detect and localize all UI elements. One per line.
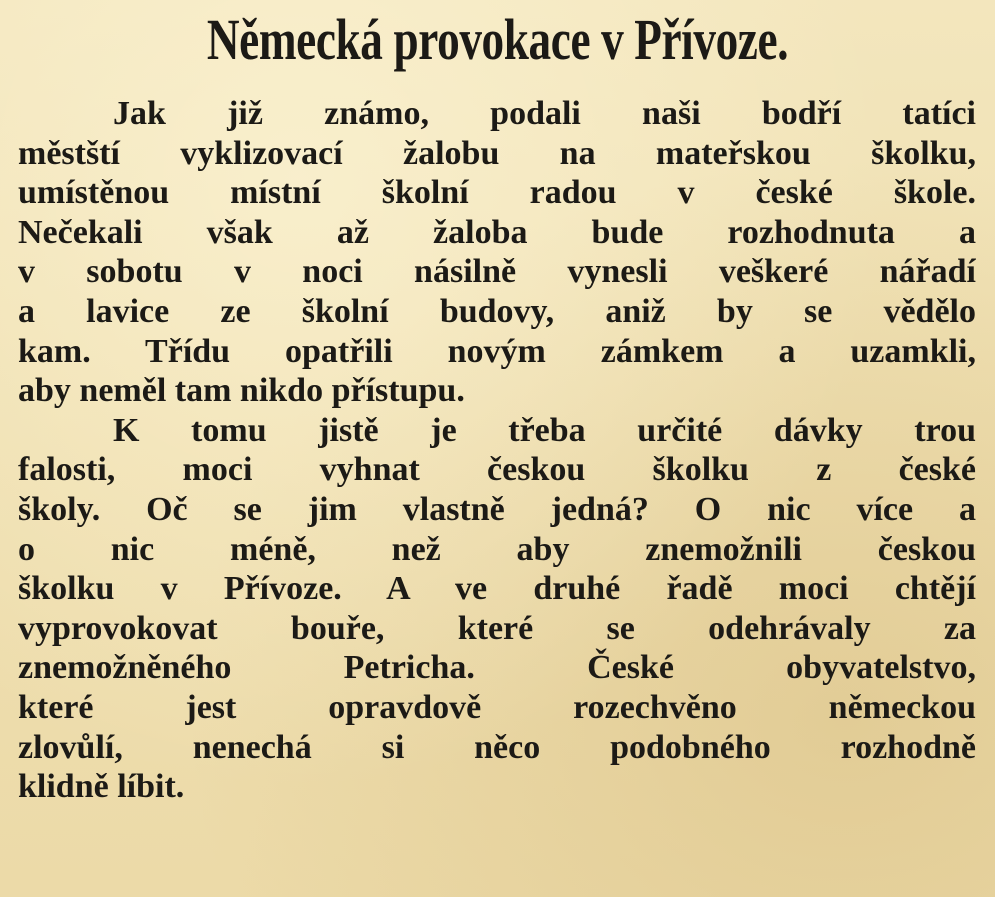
text-line: školku v Přívoze. A ve druhé řadě moci chtějí — [18, 570, 976, 608]
text-line: klidně líbit. — [18, 768, 185, 806]
article-body — [18, 94, 976, 807]
text-line: Jak již známo, podali naši bodří tatíci — [113, 95, 976, 132]
text-line: aby neměl tam nikdo přístupu. — [18, 372, 465, 410]
text-line: umístěnou místní školní radou v české škole. — [18, 174, 976, 212]
text-line: školy. Oč se jim vlastně jedná? O nic více a — [18, 490, 976, 528]
text-line: znemožněného Petricha. České obyvatelstvo, — [18, 649, 976, 687]
text-line: kam. Třídu opatřili novým zámkem a uzamkli, — [18, 332, 976, 370]
text-line: falosti, moci vyhnat českou školku z české — [18, 451, 976, 489]
paragraph-2 — [18, 411, 976, 807]
text-line: Nečekali však až žaloba bude rozhodnuta a — [18, 213, 976, 251]
text-line: o nic méně, než aby znemožnili českou — [18, 530, 976, 568]
text-line: městští vyklizovací žalobu na mateřskou školku, — [18, 134, 976, 172]
text-line: vyprovokovat bouře, které se odehrávaly za — [18, 609, 976, 647]
text-line: K tomu jistě je třeba určité dávky trou — [113, 411, 976, 449]
text-line: zlovůlí, nenechá si něco podobného rozhodně — [18, 728, 976, 766]
article-headline: Německá provokace v Přívoze. — [206, 7, 789, 72]
text-line: které jest opravdově rozechvěno německou — [18, 688, 976, 726]
paragraph-1 — [18, 94, 976, 411]
text-line: v sobotu v noci násilně vynesli veškeré nářadí — [18, 253, 976, 291]
text-line: a lavice ze školní budovy, aniž by se vědělo — [18, 292, 976, 330]
